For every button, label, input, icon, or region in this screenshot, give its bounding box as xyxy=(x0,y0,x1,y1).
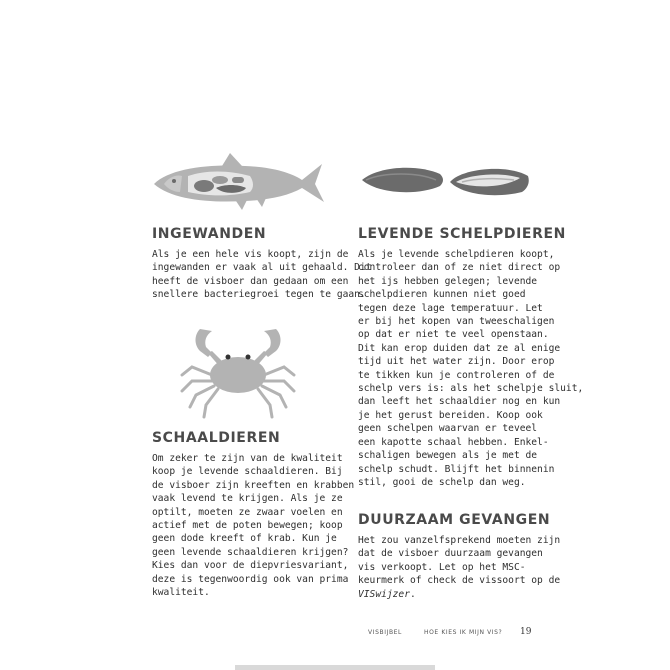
text-line: koop je levende schaaldieren. Bij xyxy=(152,466,343,478)
text-line: op dat er niet te veel openstaan. xyxy=(358,329,549,341)
text-line: deze is tegenwoordig ook van prima xyxy=(152,573,349,585)
text-line: het ijs hebben gelegen; levende xyxy=(358,275,538,287)
text-line: Het zou vanzelfsprekend moeten zijn xyxy=(358,535,561,546)
page-number: 19 xyxy=(520,627,532,637)
page-edge-shadow xyxy=(235,665,435,670)
paragraph-ingewanden xyxy=(152,248,372,302)
text-line: schelp vers is: als het schelpje sluit, xyxy=(358,383,584,395)
text-line: je het gerust bereiden. Koop ook xyxy=(358,409,543,421)
text-line: controleer dan of ze niet direct op xyxy=(358,262,561,274)
text-line: vaak levend te krijgen. Als je ze xyxy=(152,493,343,505)
text-line: keurmerk of check de vissoort op de xyxy=(358,575,561,587)
text-line: Als je levende schelpdieren koopt, xyxy=(358,249,555,260)
fish-with-organs-icon xyxy=(150,150,330,215)
paragraph-schaaldieren xyxy=(152,452,354,599)
heading-levende-schelpdieren: LEVENDE SCHELPDIEREN xyxy=(358,226,566,242)
heading-schaaldieren: SCHAALDIEREN xyxy=(152,430,281,446)
text-line: actief met de poten bewegen; koop xyxy=(152,520,343,532)
text-line: geen levende schaaldieren krijgen? xyxy=(152,546,349,558)
text-line: schelpdieren kunnen niet goed xyxy=(358,289,526,301)
text-line: heeft de visboer dan gedaan om een xyxy=(152,275,349,287)
text-line: Als je een hele vis koopt, zijn de xyxy=(152,249,349,260)
text-line: Dit kan erop duiden dat ze al enige xyxy=(358,342,561,354)
footer-book-title: VISBIJBEL xyxy=(368,629,402,636)
text-line: een kapotte schaal hebben. Enkel- xyxy=(358,436,549,448)
text-line: er bij het kopen van tweeschaligen xyxy=(358,316,555,328)
text-line: schelp schudt. Blijft het binnenin xyxy=(358,463,555,475)
heading-ingewanden: INGEWANDEN xyxy=(152,226,267,242)
text-line: schaligen bewegen als je met de xyxy=(358,450,538,462)
text-line: tegen deze lage temperatuur. Let xyxy=(358,302,543,314)
text-line: kwaliteit. xyxy=(152,587,210,599)
paragraph-duurzaam-gevangen xyxy=(358,534,560,601)
text-line: tijd uit het water zijn. Door erop xyxy=(358,356,555,368)
footer-chapter-title: HOE KIES IK MIJN VIS? xyxy=(424,629,503,636)
text-line: snellere bacteriegroei tegen te gaan. xyxy=(152,289,366,301)
text-line: vis verkoopt. Let op het MSC- xyxy=(358,561,526,573)
text-line: stil, gooi de schelp dan weg. xyxy=(358,476,526,488)
text-line: ingewanden er vaak al uit gehaald. Dit xyxy=(152,262,372,274)
text-line xyxy=(358,588,560,601)
paragraph-levende-schelpdieren xyxy=(358,248,583,489)
text-line: de visboer zijn kreeften en krabben xyxy=(152,479,355,491)
heading-duurzaam-gevangen: DUURZAAM GEVANGEN xyxy=(358,512,551,528)
viswijzer-reference: VISwijzer xyxy=(358,588,410,600)
text-line: geen dode kreeft of krab. Kun je xyxy=(152,533,337,545)
text-line: Om zeker te zijn van de kwaliteit xyxy=(152,453,343,464)
text-line: Kies dan voor de diepvriesvariant, xyxy=(152,560,349,572)
text-line: optilt, moeten ze zwaar voelen en xyxy=(152,506,343,518)
mussel-shells-icon xyxy=(358,160,533,205)
text-line: dan leeft het schaaldier nog en kun xyxy=(358,396,561,408)
text-line: dat de visboer duurzaam gevangen xyxy=(358,548,543,560)
sentence-end: . xyxy=(409,588,416,600)
text-line: geen schelpen waarvan er teveel xyxy=(358,423,538,435)
crab-icon xyxy=(178,323,298,423)
text-line: te tikken kun je controleren of de xyxy=(358,369,555,381)
